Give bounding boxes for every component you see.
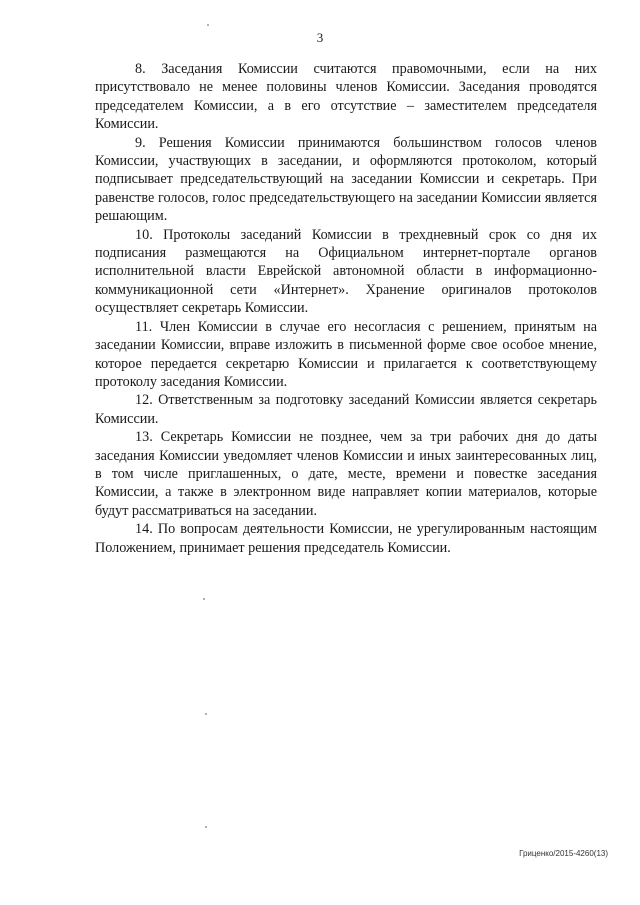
scan-speck [203,598,205,600]
paragraph-14: 14. По вопросам деятельности Комиссии, не урегулированным настоящим Положением, принимает решения председатель Комиссии. [95,521,597,556]
paragraph-9: 9. Решения Комиссии принимаются большинством голосов членов Комиссии, участвующих в заседании, и оформляются протоколом, который подписывает председательствующий на заседании Комиссии и секретарь. При равенстве голосов, голос председательствующего на заседании Комиссии является решающим. [95,134,597,225]
document-body [95,60,597,557]
page-number: 3 [316,30,324,45]
document-registration-code: Гриценко/2015-4260(13) [519,849,608,858]
paragraph-10: 10. Протоколы заседаний Комиссии в трехдневный срок со дня их подписания размещаются на Официальном интернет-портале органов исполнительной власти Еврейской автономной области в информационно-коммуникационной сети «Интернет». Хранение оригиналов протоколов осуществляет секретарь Комиссии. [95,226,597,317]
paragraph-8: 8. Заседания Комиссии считаются правомочными, если на них присутствовало не менее половины членов Комиссии. Заседания проводятся председателем Комиссии, а в его отсутствие – заместителем председателя Комиссии. [95,61,597,133]
scan-speck [207,24,209,26]
paragraph-12: 12. Ответственным за подготовку заседаний Комиссии является секретарь Комиссии. [95,392,597,427]
scan-speck [205,826,207,828]
paragraph-13: 13. Секретарь Комиссии не позднее, чем за три рабочих дня до даты заседания Комиссии уведомляет членов Комиссии и иных заинтересованных лиц, в том числе приглашенных, о дате, месте, времени и повестке заседания Комиссии, а также в электронном виде направляет копии материалов, которые будут рассматриваться на заседании. [95,429,597,519]
scan-speck [205,713,207,715]
paragraph-11: 11. Член Комиссии в случае его несогласия с решением, принятым на заседании Комиссии, вправе изложить в письменной форме свое особое мнение, которое передается секретарю Комиссии и прилагается к соответствующему протоколу заседания Комиссии. [95,318,597,390]
